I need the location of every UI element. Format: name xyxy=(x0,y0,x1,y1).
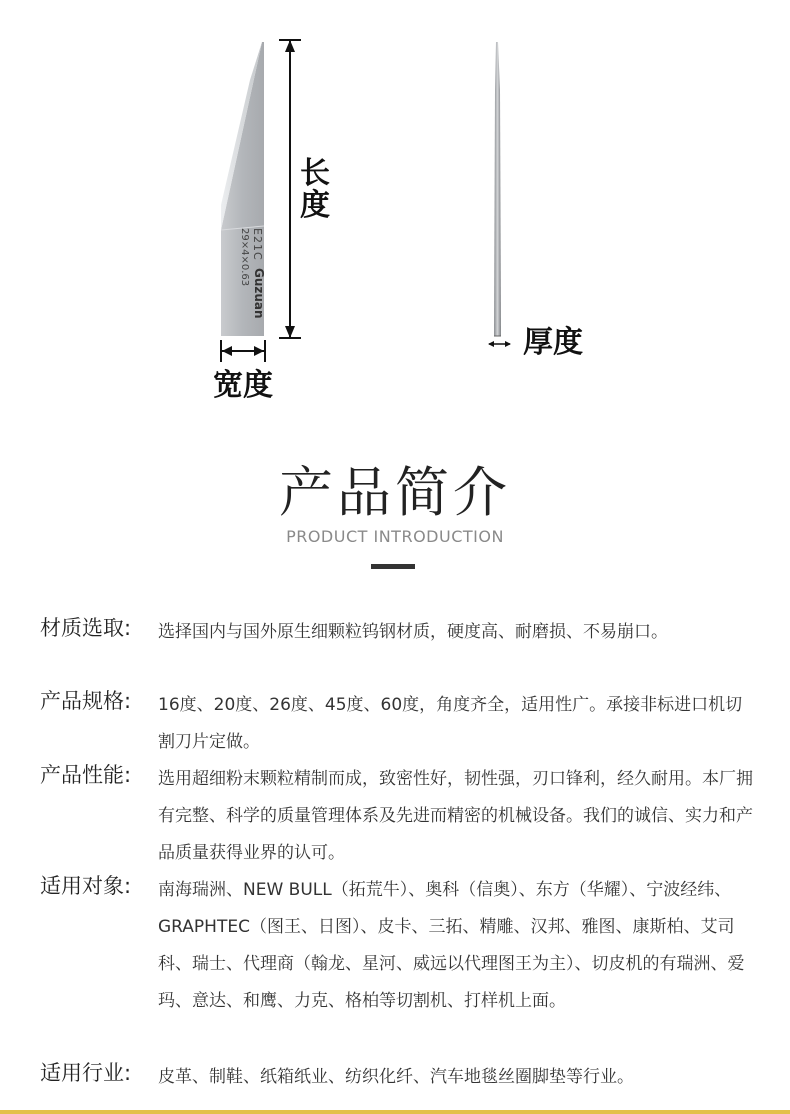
spec-value: 皮革、制鞋、纸箱纸业、纺织化纤、汽车地毯丝圈脚垫等行业。 xyxy=(158,1067,634,1087)
blade-size-text: 29×4×0.63 xyxy=(239,228,250,287)
spec-value: 选择国内与国外原生细颗粒钨钢材质，硬度高、耐磨损、不易崩口。 xyxy=(158,622,668,642)
section-title: 产品简介 xyxy=(279,461,511,524)
spec-compatible xyxy=(40,870,760,1056)
spec-specification xyxy=(40,685,760,761)
spec-material xyxy=(40,612,760,652)
spec-label: 产品规格: xyxy=(40,689,132,713)
width-label: 宽度 xyxy=(213,368,273,403)
spec-label: 适用行业: xyxy=(40,1061,132,1085)
thickness-label: 厚度 xyxy=(523,325,583,360)
blade-illustration xyxy=(0,0,790,420)
spec-industry xyxy=(40,1057,760,1097)
spec-value: 选用超细粉末颗粒精制而成，致密性好，韧性强，刃口锋利，经久耐用。本厂拥有完整、科学的质量管理体系及先进而精密的机械设备。我们的诚信、实力和产品质量获得业界的认可。 xyxy=(158,769,753,863)
blade-dimension-diagram xyxy=(0,0,790,420)
length-label: 长度 xyxy=(300,156,330,223)
spec-performance xyxy=(40,759,760,871)
blade-brand-text: Guzuan xyxy=(252,268,266,319)
spec-label: 材质选取: xyxy=(40,616,132,640)
spec-value: 16度、20度、26度、45度、60度，角度齐全，适用性广。承接非标进口机切割刀片定做。 xyxy=(158,695,743,752)
spec-label: 产品性能: xyxy=(40,763,132,787)
blade-side xyxy=(494,42,501,336)
bottom-accent-line xyxy=(0,1110,790,1114)
spec-label: 适用对象: xyxy=(40,874,132,898)
section-subtitle: PRODUCT INTRODUCTION xyxy=(286,527,504,546)
spec-value: 南海瑞洲、NEW BULL（拓荒牛）、奥科（信奥）、东方（华耀）、宁波经纬、GRAPHTEC（图王、日图）、皮卡、三拓、精雕、汉邦、雅图、康斯柏、艾司科、瑞士、代理商（翰龙、星河、威远以代理图王为主）、切皮机的有瑞洲、爱玛、意达、和鹰、力克、格柏等切割机、打样机上面。 xyxy=(158,880,745,1011)
title-underline xyxy=(371,564,415,569)
blade-model-text: E21C xyxy=(251,228,264,261)
